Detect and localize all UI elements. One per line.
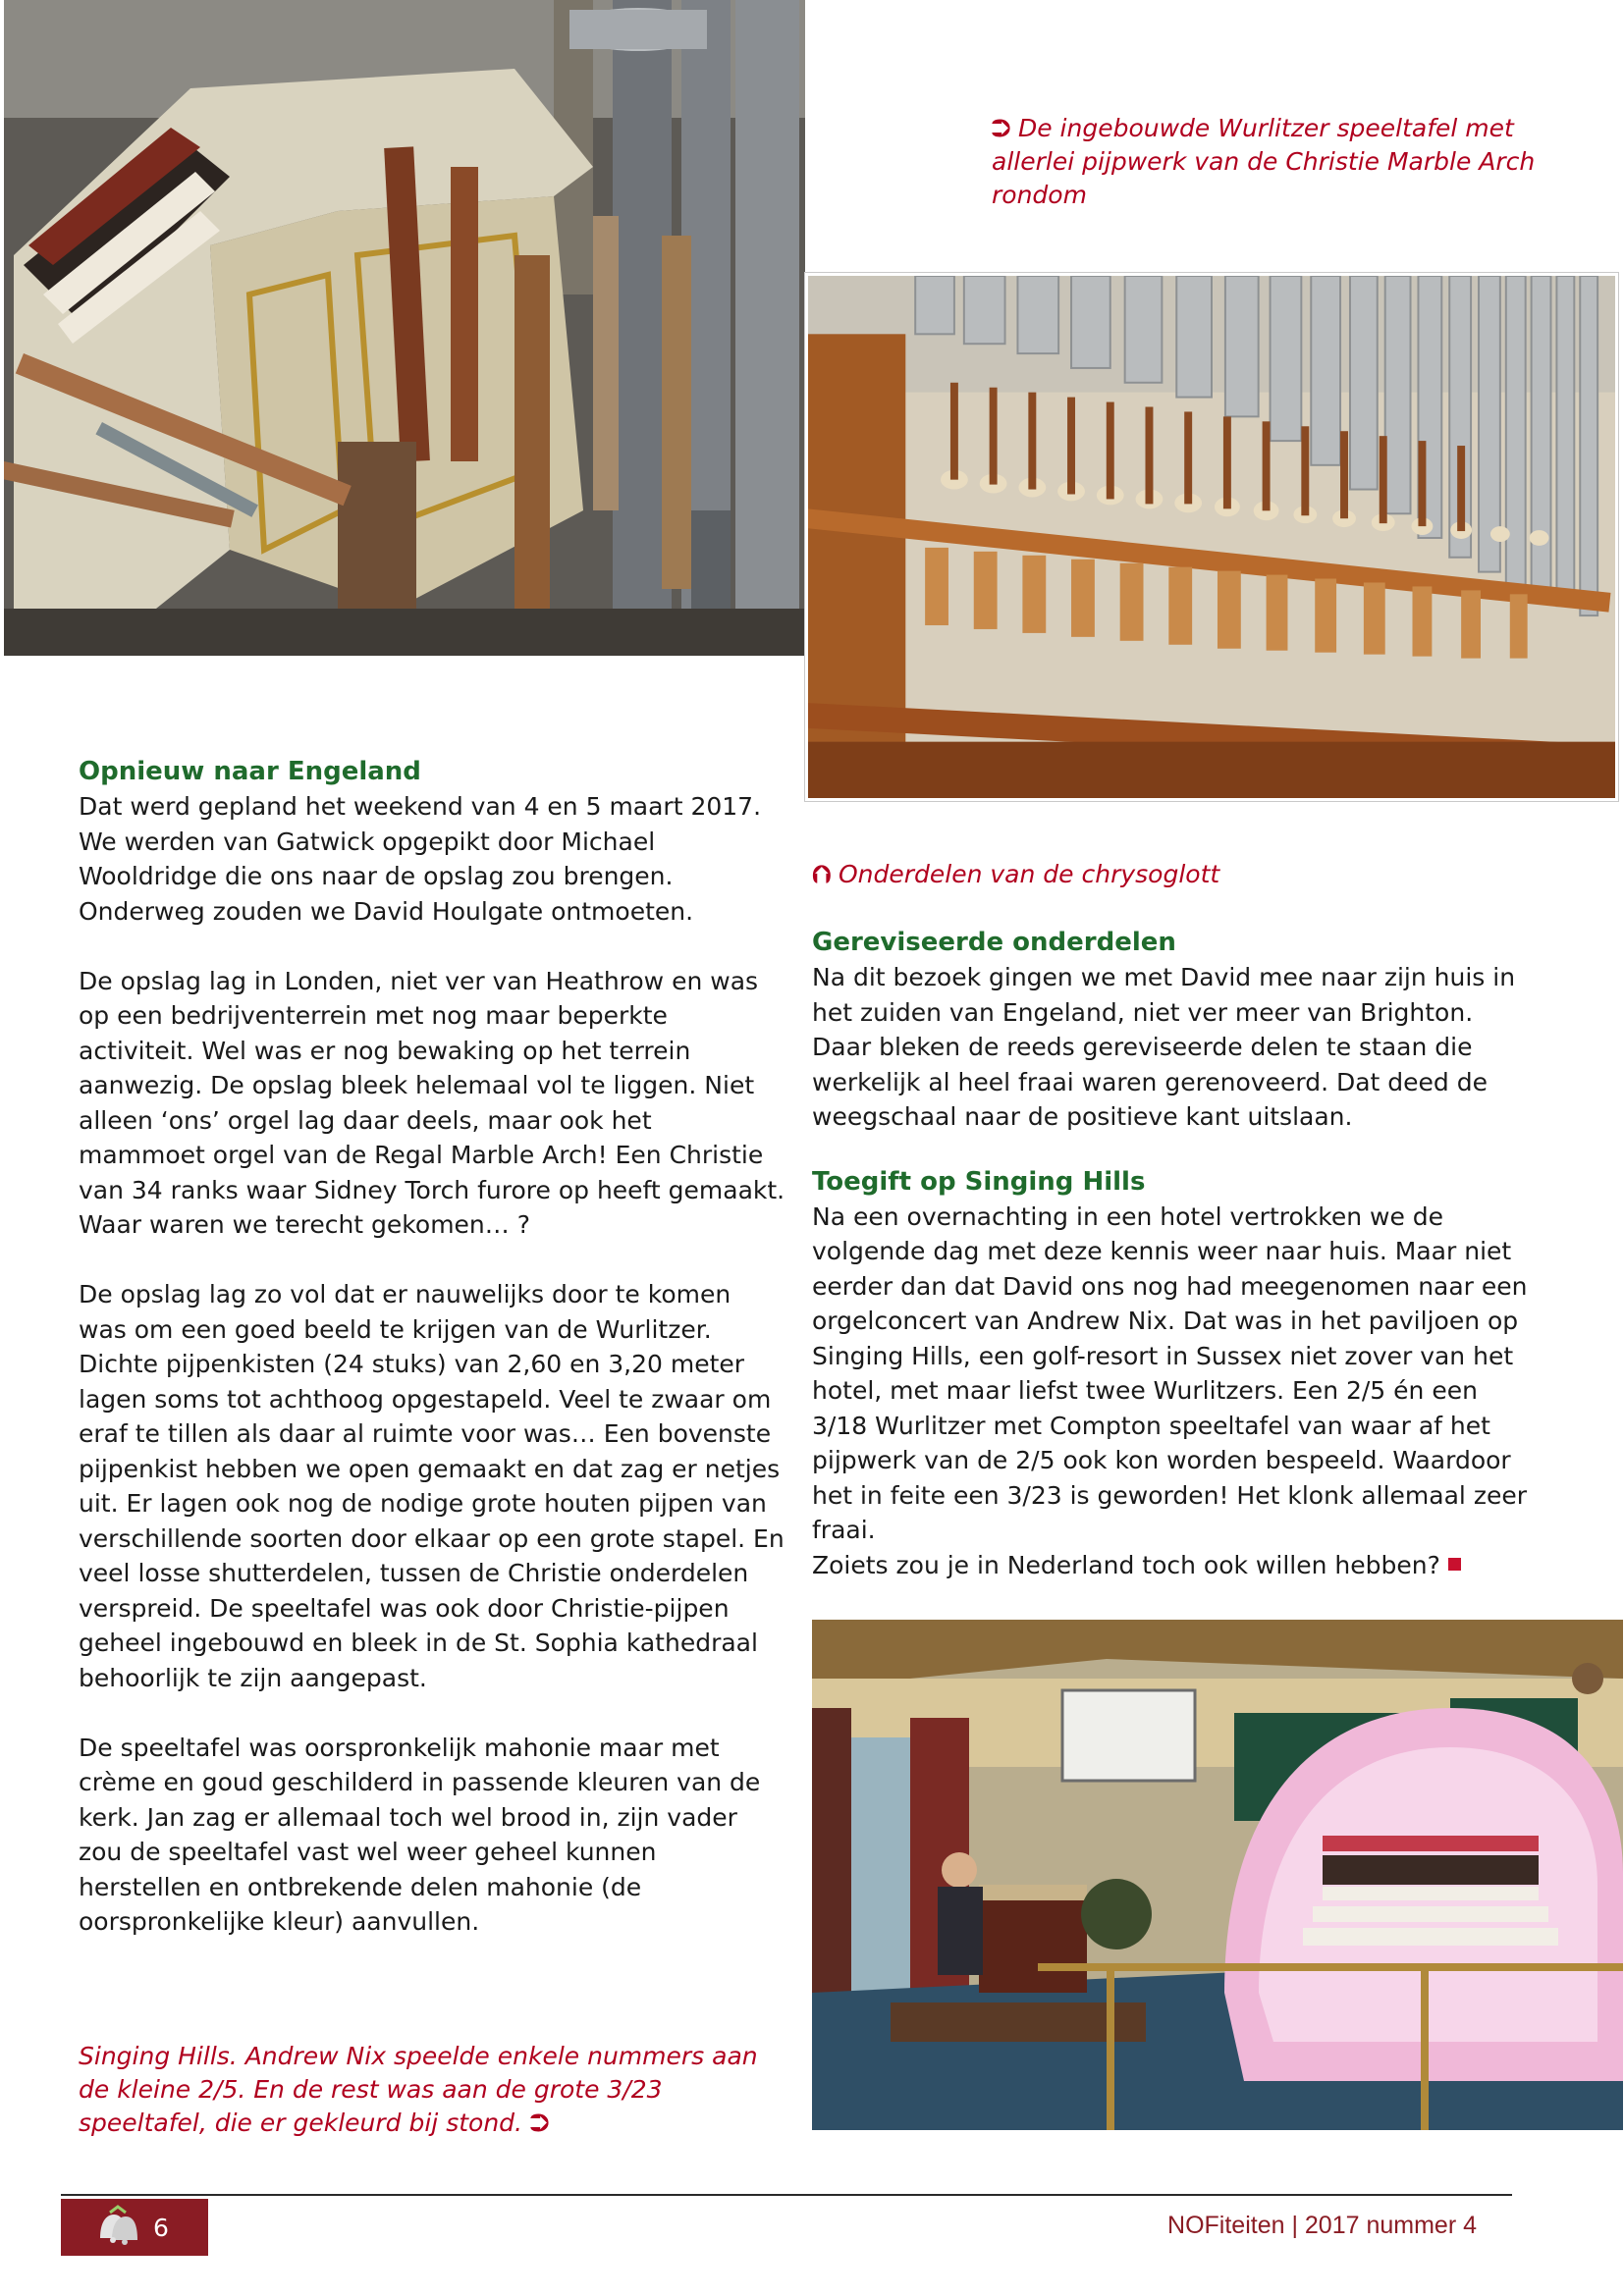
closing-text: Zoiets zou je in Nederland toch ook willen hebben? (812, 1550, 1440, 1579)
paragraph: Na dit bezoek gingen we met David mee naar zijn huis in het zuiden van Engeland, niet ver meer van Brighton. Daar bleken de reeds gereviseerde delen te staan die werkelijk al heel fraai waren gerenoveerd. Dat deed de weegschaal naar de positieve kant uitslaan. (812, 963, 1516, 1131)
paragraph: Na een overnachting in een hotel vertrokken we de volgende dag met deze kennis weer naar huis. Maar niet eerder dan dat David ons nog had meegenomen naar een orgelconcert van Andrew Nix. Dat was in het paviljoen op Singing Hills, een golf-resort in Sussex niet zover van het hotel, met maar liefst twee Wurlitzers. Een 2/5 én een 3/18 Wurlitzer met Compton speeltafel van waar af het pijpwerk van de 2/5 ook kon worden bespeeld. Waardoor het in feite een 3/23 is geworden! Het klonk allemaal zeer fraai. (812, 1201, 1528, 1544)
article-right-column (812, 925, 1539, 1582)
paragraph: De opslag lag in Londen, niet ver van Heathrow en was op een bedrijventerrein met nog maar beperkte activiteit. Wel was er nog bewaking op het terrein aanwezig. De opslag bleek helemaal vol te liggen. Niet alleen ‘ons’ orgel lag daar deels, maar ook het mammoet orgel van de Regal Marble Arch! Een Christie van 34 ranks waar Sidney Torch furore op heeft gemaakt. Waar waren we terecht gekomen… ? (79, 966, 785, 1239)
photo-wurlitzer-console (4, 0, 805, 656)
page-number: 6 (153, 2213, 169, 2242)
caption-text: De ingebouwde Wurlitzer speeltafel met allerlei pijpwerk van de Christie Marble Arch rondom (992, 114, 1536, 209)
footer-rule (61, 2194, 1512, 2196)
heading-opnieuw-naar-engeland: Opnieuw naar Engeland (79, 757, 421, 786)
closing-line (812, 1548, 1539, 1583)
arrow-right-icon: ⮊ (529, 2109, 549, 2137)
end-mark-icon (1448, 1558, 1461, 1571)
arrow-left-icon: ⮊ (992, 114, 1011, 142)
paragraph: De opslag lag zo vol dat er nauwelijks door te komen was om een goed beeld te krijgen van de Wurlitzer. Dichte pijpenkisten (24 stuks) van 2,60 en 3,20 meter lagen soms tot achthoog opgestapeld. Veel te zwaar om eraf te tillen als daar al ruimte voor was… Een bovenste pijpenkist hebben we open gemaakt en dat zag er netjes uit. Er lagen ook nog de nodige grote houten pijpen van verschillende soorten door elkaar op een grote stapel. En veel losse shutterdelen, tussen de Christie onderdelen verspreid. De speeltafel was ook door Christie-pijpen geheel ingebouwd en bleek in de St. Sophia kathedraal behoorlijk te zijn aangepast. (79, 1280, 785, 1692)
caption-wurlitzer-console (992, 112, 1581, 212)
caption-text: Onderdelen van de chrysoglott (838, 860, 1220, 888)
article-left-column (79, 754, 785, 1940)
photo-singing-hills (812, 1620, 1623, 2130)
caption-text: Singing Hills. Andrew Nix speelde enkele nummers aan de kleine 2/5. En de rest was aan de grote 3/23 speeltafel, die er gekleurd bij stond. (79, 2042, 758, 2137)
heading-toegift-singing-hills: Toegift op Singing Hills (812, 1166, 1146, 1197)
bells-icon (82, 2199, 151, 2256)
page-number-tab (61, 2199, 208, 2256)
footer-publication-title: NOFiteiten | 2017 nummer 4 (1167, 2212, 1477, 2239)
caption-singing-hills (79, 2040, 785, 2140)
photo-chrysoglott (805, 273, 1618, 801)
arrow-up-icon: ⮉ (812, 860, 832, 888)
paragraph: Dat werd gepland het weekend van 4 en 5 maart 2017. We werden van Gatwick opgepikt door Michael Wooldridge die ons naar de opslag zou brengen. Onderweg zouden we David Houlgate ontmoeten. (79, 792, 762, 926)
paragraph: De speeltafel was oorspronkelijk mahonie maar met crème en goud geschilderd in passende kleuren van de kerk. Jan zag er allemaal toch wel brood in, zijn vader zou de speeltafel vast wel weer geheel kunnen herstellen en ontbrekende delen mahonie (de oorspronkelijke kleur) aanvullen. (79, 1733, 761, 1936)
heading-gereviseerde-onderdelen: Gereviseerde onderdelen (812, 928, 1176, 957)
caption-chrysoglott (812, 858, 1362, 891)
